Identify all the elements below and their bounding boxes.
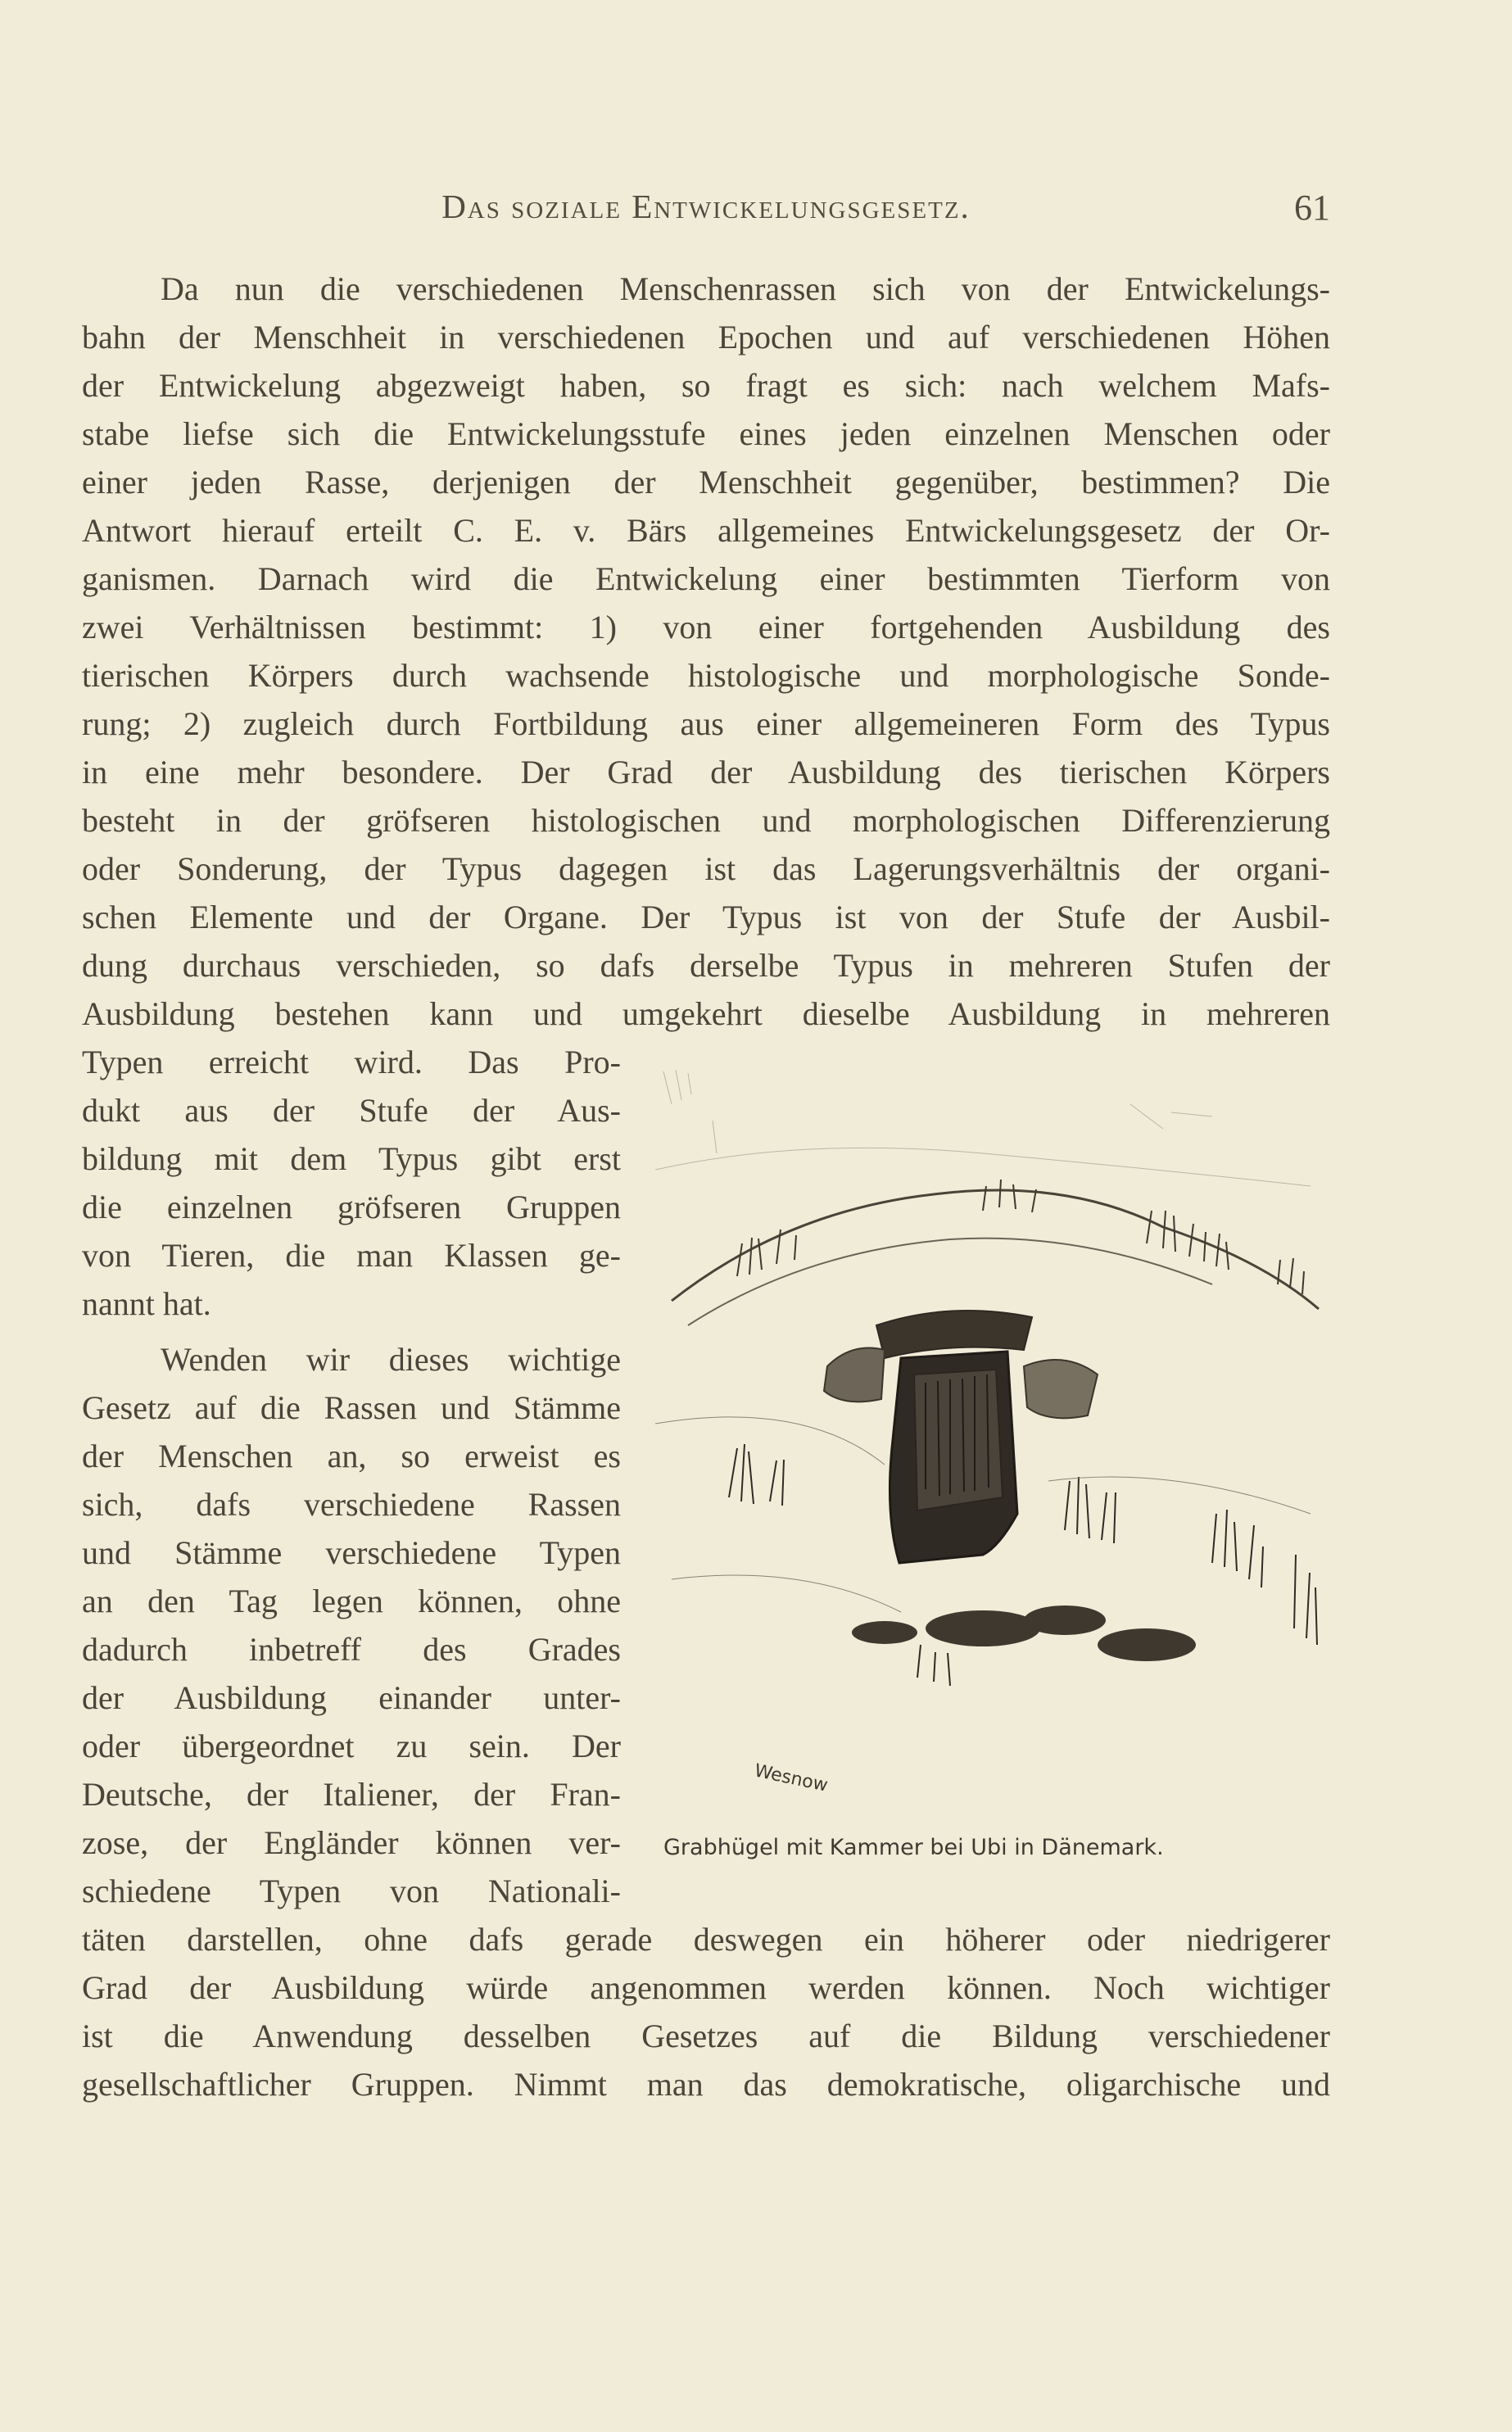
- text-line: bahn der Menschheit in verschiedenen Epochen und auf verschiedenen Höhen: [82, 319, 1330, 356]
- text-line: bildung mit dem Typus gibt erst: [82, 1140, 621, 1177]
- text-line: Deutsche, der Italiener, der Fran-: [82, 1776, 621, 1813]
- text-line: Antwort hierauf erteilt C. E. v. Bärs allgemeines Entwickelungsgesetz der Or-: [82, 512, 1330, 549]
- text-line: tierischen Körpers durch wachsende histologische und morphologische Sonde-: [82, 657, 1330, 694]
- text-line: rung; 2) zugleich durch Fortbildung aus einer allgemeineren Form des Typus: [82, 705, 1330, 742]
- chapter-title: Das soziale Entwickelungsgesetz.: [441, 188, 971, 225]
- text-line: dadurch inbetreff des Grades: [82, 1631, 621, 1668]
- text-line: Da nun die verschiedenen Menschenrassen sich von der Entwickelungs-: [161, 270, 1330, 307]
- text-line: oder übergeordnet zu sein. Der: [82, 1728, 621, 1764]
- text-line: sich, dafs verschiedene Rassen: [82, 1486, 621, 1523]
- text-line: Grad der Ausbildung würde angenommen werden können. Noch wichtiger: [82, 1969, 1330, 2006]
- text-line: zwei Verhältnissen bestimmt: 1) von einer fortgehenden Ausbildung des: [82, 609, 1330, 645]
- text-line: und Stämme verschiedene Typen: [82, 1534, 621, 1571]
- text-line: stabe liefse sich die Entwickelungsstufe eines jeden einzelnen Menschen oder: [82, 415, 1330, 452]
- text-line: dung durchaus verschieden, so dafs derselbe Typus in mehreren Stufen der: [82, 947, 1330, 984]
- text-line: nannt hat.: [82, 1285, 211, 1322]
- text-line: schiedene Typen von Nationali-: [82, 1873, 621, 1909]
- figure-caption: Grabhügel mit Kammer bei Ubi in Dänemark.: [663, 1835, 1164, 1860]
- text-line: ganismen. Darnach wird die Entwickelung einer bestimmten Tierform von: [82, 560, 1330, 597]
- text-line: ist die Anwendung desselben Gesetzes auf die Bildung verschiedener: [82, 2018, 1330, 2054]
- page-number: 61: [1294, 188, 1330, 228]
- text-line: die einzelnen gröfseren Gruppen: [82, 1189, 621, 1225]
- running-head: [82, 187, 1330, 236]
- text-line: von Tieren, die man Klassen ge-: [82, 1237, 621, 1274]
- text-line: zose, der Engländer können ver-: [82, 1824, 621, 1861]
- text-line: einer jeden Rasse, derjenigen der Menschheit gegenüber, bestimmen? Die: [82, 464, 1330, 500]
- artist-signature: Wesnow: [752, 1760, 830, 1796]
- text-line: der Menschen an, so erweist es: [82, 1438, 621, 1474]
- text-line: täten darstellen, ohne dafs gerade deswegen ein höherer oder niedrigerer: [82, 1921, 1330, 1958]
- text-line: Typen erreicht wird. Das Pro-: [82, 1044, 621, 1080]
- text-line: an den Tag legen können, ohne: [82, 1583, 621, 1619]
- text-line: schen Elemente und der Organe. Der Typus ist von der Stufe der Ausbil-: [82, 899, 1330, 935]
- text-line: Gesetz auf die Rassen und Stämme: [82, 1389, 621, 1426]
- text-line: gesellschaftlicher Gruppen. Nimmt man das demokratische, oligarchische und: [82, 2066, 1330, 2103]
- text-line: oder Sonderung, der Typus dagegen ist das Lagerungsverhältnis der organi-: [82, 850, 1330, 887]
- burial-mound-illustration: [639, 1055, 1330, 1835]
- text-line: der Ausbildung einander unter-: [82, 1679, 621, 1716]
- text-line: Wenden wir dieses wichtige: [161, 1341, 621, 1378]
- text-line: besteht in der gröfseren histologischen und morphologischen Differenzierung: [82, 802, 1330, 839]
- text-line: der Entwickelung abgezweigt haben, so fragt es sich: nach welchem Mafs-: [82, 367, 1330, 404]
- text-line: Ausbildung bestehen kann und umgekehrt dieselbe Ausbildung in mehreren: [82, 995, 1330, 1032]
- text-line: dukt aus der Stufe der Aus-: [82, 1092, 621, 1129]
- text-line: in eine mehr besondere. Der Grad der Ausbildung des tierischen Körpers: [82, 754, 1330, 790]
